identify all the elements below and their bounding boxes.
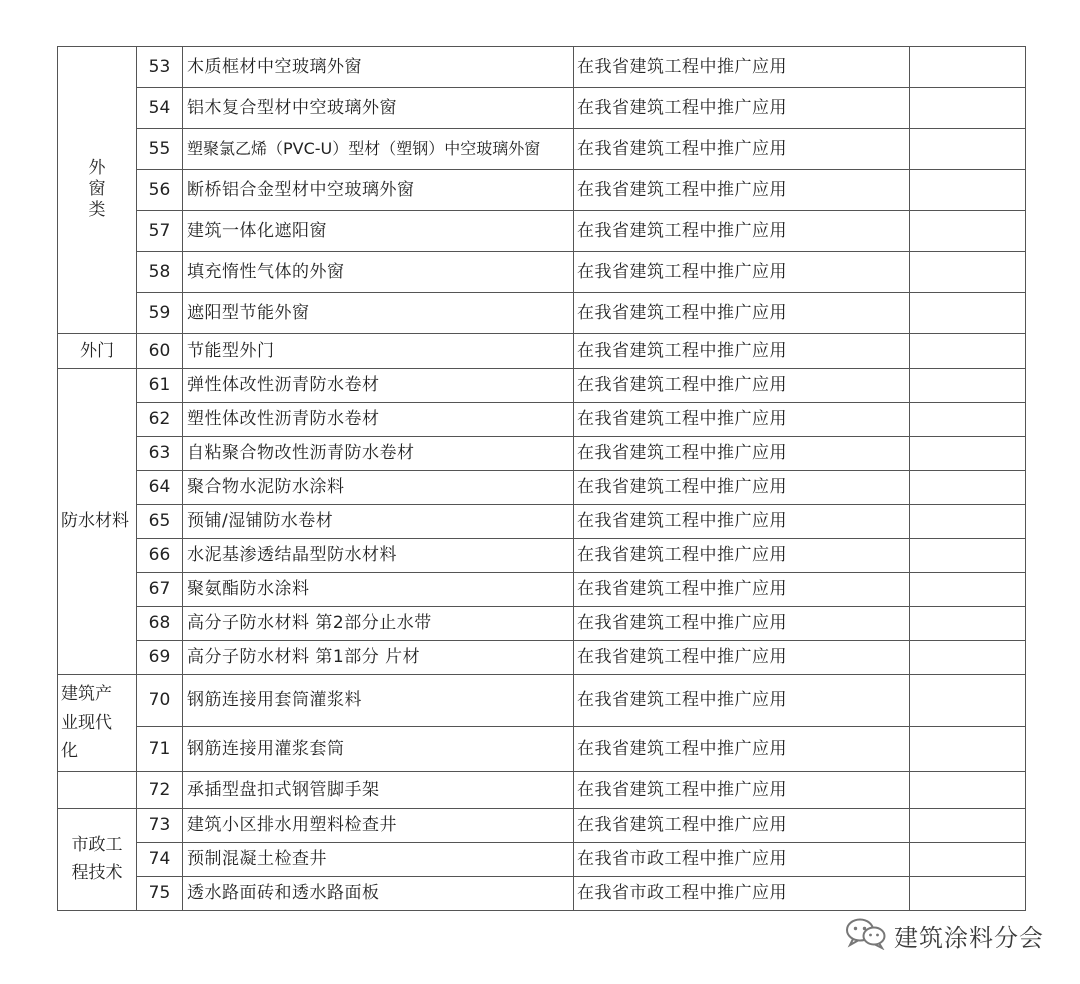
remarks-cell [910,129,1026,170]
table-row [58,471,1026,505]
application-scope: 在我省建筑工程中推广应用 [574,727,910,772]
application-scope: 在我省建筑工程中推广应用 [574,334,910,369]
row-number: 61 [137,369,183,403]
table-row [58,211,1026,252]
table-row [58,437,1026,471]
product-name: 塑性体改性沥青防水卷材 [183,403,574,437]
remarks-cell [910,727,1026,772]
application-scope: 在我省建筑工程中推广应用 [574,437,910,471]
group-label: 市政工程技术 [71,835,123,883]
product-name: 高分子防水材料 第2部分止水带 [183,607,574,641]
application-scope: 在我省建筑工程中推广应用 [574,772,910,809]
row-number: 56 [137,170,183,211]
group-cell-municipal [58,809,137,911]
group-label: 防水材料 [61,510,129,531]
row-number: 71 [137,727,183,772]
product-name: 预铺/湿铺防水卷材 [183,505,574,539]
remarks-cell [910,47,1026,88]
product-name: 预制混凝土检查井 [183,843,574,877]
remarks-cell [910,641,1026,675]
group-label: 建筑产业现代化 [61,683,112,762]
row-number: 70 [137,675,183,727]
table-row [58,675,1026,727]
product-name: 高分子防水材料 第1部分 片材 [183,641,574,675]
row-number: 59 [137,293,183,334]
table-row [58,539,1026,573]
product-name: 塑聚氯乙烯（PVC-U）型材（塑钢）中空玻璃外窗 [183,129,574,170]
remarks-cell [910,843,1026,877]
row-number: 60 [137,334,183,369]
table-row [58,573,1026,607]
group-cell-industrialization [58,675,137,772]
remarks-cell [910,877,1026,911]
group-cell-exterior-window [58,47,137,334]
remarks-cell [910,772,1026,809]
group-cell-waterproofing [58,369,137,675]
table-row [58,843,1026,877]
table-row [58,334,1026,369]
table-row [58,505,1026,539]
row-number: 62 [137,403,183,437]
product-name: 弹性体改性沥青防水卷材 [183,369,574,403]
group-cell-exterior-door: 外门 [58,334,137,369]
table-row [58,88,1026,129]
row-number: 65 [137,505,183,539]
row-number: 58 [137,252,183,293]
application-scope: 在我省建筑工程中推广应用 [574,573,910,607]
table-row [58,641,1026,675]
row-number: 57 [137,211,183,252]
remarks-cell [910,293,1026,334]
application-scope: 在我省建筑工程中推广应用 [574,403,910,437]
product-name: 自粘聚合物改性沥青防水卷材 [183,437,574,471]
table-row [58,607,1026,641]
application-scope: 在我省建筑工程中推广应用 [574,539,910,573]
product-name: 遮阳型节能外窗 [183,293,574,334]
table-row [58,252,1026,293]
table-row [58,727,1026,772]
group-cell-empty [58,772,137,809]
row-number: 66 [137,539,183,573]
products-table [57,46,1026,911]
remarks-cell [910,539,1026,573]
application-scope: 在我省建筑工程中推广应用 [574,607,910,641]
table-row [58,772,1026,809]
row-number: 53 [137,47,183,88]
remarks-cell [910,211,1026,252]
wechat-icon [844,916,888,954]
row-number: 54 [137,88,183,129]
remarks-cell [910,471,1026,505]
application-scope: 在我省建筑工程中推广应用 [574,641,910,675]
application-scope: 在我省建筑工程中推广应用 [574,675,910,727]
table-row [58,809,1026,843]
product-name: 聚合物水泥防水涂料 [183,471,574,505]
remarks-cell [910,809,1026,843]
product-name: 建筑一体化遮阳窗 [183,211,574,252]
product-name: 承插型盘扣式钢管脚手架 [183,772,574,809]
application-scope: 在我省建筑工程中推广应用 [574,47,910,88]
group-label: 外窗类 [88,157,106,221]
product-name: 铝木复合型材中空玻璃外窗 [183,88,574,129]
row-number: 69 [137,641,183,675]
application-scope: 在我省建筑工程中推广应用 [574,293,910,334]
remarks-cell [910,252,1026,293]
product-name: 建筑小区排水用塑料检查井 [183,809,574,843]
application-scope: 在我省建筑工程中推广应用 [574,129,910,170]
application-scope: 在我省市政工程中推广应用 [574,877,910,911]
remarks-cell [910,334,1026,369]
application-scope: 在我省市政工程中推广应用 [574,843,910,877]
table-row [58,129,1026,170]
remarks-cell [910,675,1026,727]
application-scope: 在我省建筑工程中推广应用 [574,88,910,129]
table-row [58,170,1026,211]
row-number: 67 [137,573,183,607]
product-name: 填充惰性气体的外窗 [183,252,574,293]
row-number: 64 [137,471,183,505]
application-scope: 在我省建筑工程中推广应用 [574,505,910,539]
row-number: 75 [137,877,183,911]
table-row [58,877,1026,911]
row-number: 68 [137,607,183,641]
application-scope: 在我省建筑工程中推广应用 [574,471,910,505]
row-number: 72 [137,772,183,809]
table-row [58,293,1026,334]
product-name: 断桥铝合金型材中空玻璃外窗 [183,170,574,211]
remarks-cell [910,369,1026,403]
application-scope: 在我省建筑工程中推广应用 [574,211,910,252]
remarks-cell [910,88,1026,129]
product-name: 钢筋连接用灌浆套筒 [183,727,574,772]
row-number: 55 [137,129,183,170]
application-scope: 在我省建筑工程中推广应用 [574,369,910,403]
application-scope: 在我省建筑工程中推广应用 [574,809,910,843]
row-number: 74 [137,843,183,877]
remarks-cell [910,607,1026,641]
remarks-cell [910,437,1026,471]
row-number: 73 [137,809,183,843]
product-name: 聚氨酯防水涂料 [183,573,574,607]
product-name: 木质框材中空玻璃外窗 [183,47,574,88]
product-name: 透水路面砖和透水路面板 [183,877,574,911]
table-row [58,47,1026,88]
table-row [58,369,1026,403]
watermark-text: 建筑涂料分会 [894,923,1044,952]
table-row [58,403,1026,437]
product-name: 节能型外门 [183,334,574,369]
row-number: 63 [137,437,183,471]
application-scope: 在我省建筑工程中推广应用 [574,170,910,211]
remarks-cell [910,573,1026,607]
product-name: 钢筋连接用套筒灌浆料 [183,675,574,727]
watermark [844,918,1044,952]
remarks-cell [910,403,1026,437]
remarks-cell [910,170,1026,211]
application-scope: 在我省建筑工程中推广应用 [574,252,910,293]
remarks-cell [910,505,1026,539]
product-name: 水泥基渗透结晶型防水材料 [183,539,574,573]
